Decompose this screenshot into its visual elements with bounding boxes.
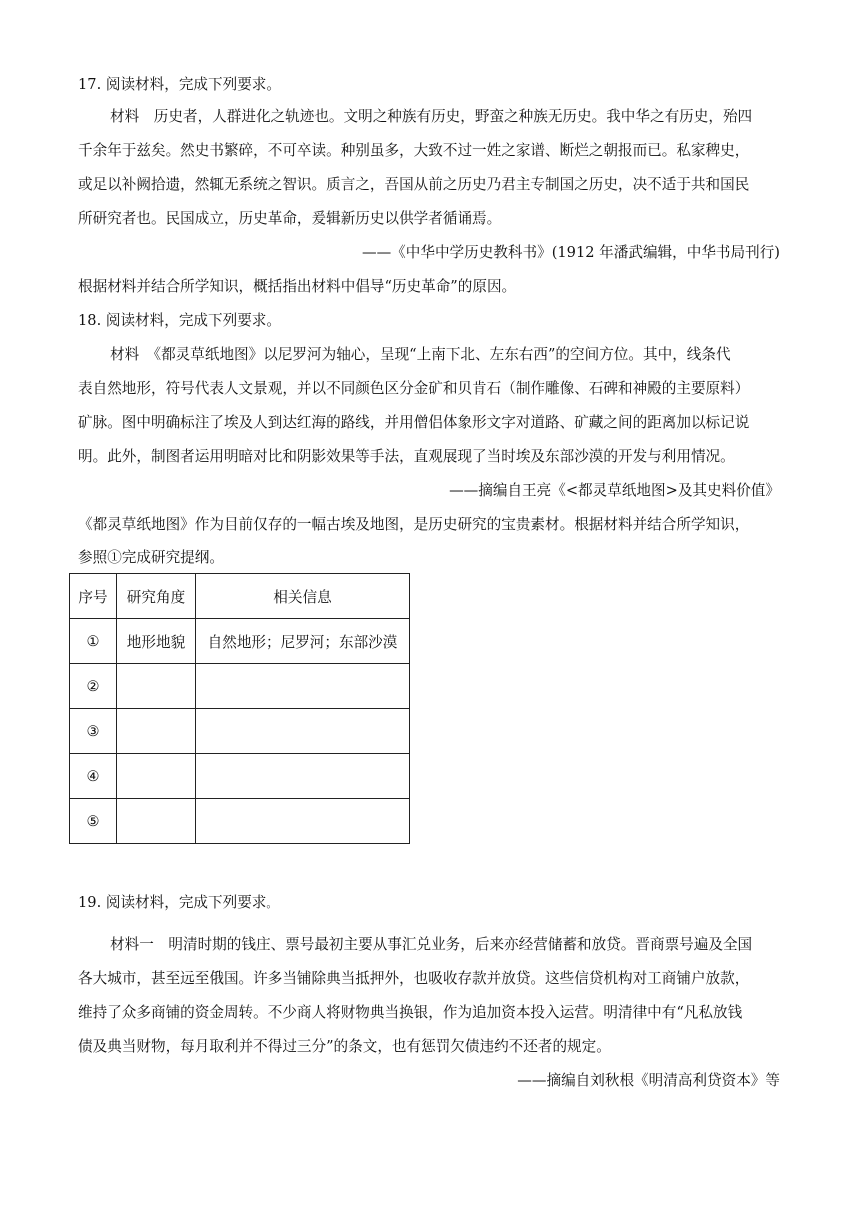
q17-title: 17. 阅读材料，完成下列要求。 xyxy=(78,76,281,93)
q17-source: ——《中华中学历史教科书》(1912 年潘武编辑，中华书局刊行) xyxy=(361,244,780,261)
cell-info xyxy=(196,664,410,709)
q18-material-line: 表自然地形，符号代表人文景观，并以不同颜色区分金矿和贝肯石（制作雕像、石碑和神殿的主要原料） xyxy=(78,380,750,397)
cell-info: 自然地形；尼罗河；东部沙漠 xyxy=(196,619,410,664)
cell-info xyxy=(196,754,410,799)
cell-info xyxy=(196,799,410,844)
cell-angle: 地形地貌 xyxy=(117,619,196,664)
q18-question-line: 参照①完成研究提纲。 xyxy=(78,549,224,566)
cell-index: ② xyxy=(70,664,117,709)
table-row xyxy=(70,709,410,754)
table-row xyxy=(70,754,410,799)
cell-angle xyxy=(117,709,196,754)
header-info: 相关信息 xyxy=(196,574,410,619)
cell-angle xyxy=(117,799,196,844)
q18-question-line: 《都灵草纸地图》作为目前仅存的一幅古埃及地图，是历史研究的宝贵素材。根据材料并结合所学知识， xyxy=(78,516,750,533)
q19-title-mark: 。 xyxy=(266,897,278,910)
table-row xyxy=(70,799,410,844)
q18-material-line: 矿脉。图中明确标注了埃及人到达红海的路线，并用僧侣体象形文字对道路、矿藏之间的距离加以标记说 xyxy=(78,414,750,431)
table-row xyxy=(70,664,410,709)
q19-title xyxy=(78,893,277,914)
cell-info xyxy=(196,709,410,754)
q17-material-line: 材料 历史者，人群进化之轨迹也。文明之种族有历史，野蛮之种族无历史。我中华之有历史，殆四 xyxy=(110,108,753,125)
q19-material-line: 维持了众多商铺的资金周转。不少商人将财物典当换银，作为追加资本投入运营。明清律中有“凡私放钱 xyxy=(78,1004,743,1021)
header-index: 序号 xyxy=(70,574,117,619)
cell-angle xyxy=(117,664,196,709)
q19-material-line: 各大城市，甚至远至俄国。许多当铺除典当抵押外，也吸收存款并放贷。这些信贷机构对工商铺户放款， xyxy=(78,970,750,987)
q17-question: 根据材料并结合所学知识，概括指出材料中倡导“历史革命”的原因。 xyxy=(78,278,517,295)
table-row xyxy=(70,619,410,664)
table-header-row xyxy=(70,574,410,619)
research-outline-table xyxy=(69,573,410,844)
q19-title-text: 19. 阅读材料，完成下列要求 xyxy=(78,894,267,911)
q18-title: 18. 阅读材料，完成下列要求。 xyxy=(78,312,281,329)
q19-material-line: 债及典当财物，每月取利并不得过三分”的条文，也有惩罚欠债违约不还者的规定。 xyxy=(78,1038,611,1055)
cell-index: ⑤ xyxy=(70,799,117,844)
q18-source: ——摘编自王亮《<都灵草纸地图>及其史料价值》 xyxy=(449,482,780,499)
q17-material-line: 所研究者也。民国成立，历史革命，爰辑新历史以供学者循诵焉。 xyxy=(78,210,502,227)
q18-material-line: 明。此外，制图者运用明暗对比和阴影效果等手法，直观展现了当时埃及东部沙漠的开发与利用情况。 xyxy=(78,448,735,465)
q19-material-line: 材料一 明清时期的钱庄、票号最初主要从事汇兑业务，后来亦经营储蓄和放贷。晋商票号遍及全国 xyxy=(110,936,753,953)
q18-material-line: 材料 《都灵草纸地图》以尼罗河为轴心，呈现“上南下北、左东右西”的空间方位。其中，线条代 xyxy=(110,346,731,363)
cell-index: ③ xyxy=(70,709,117,754)
cell-angle xyxy=(117,754,196,799)
q19-source: ——摘编自刘秋根《明清高利贷资本》等 xyxy=(517,1072,780,1089)
header-angle: 研究角度 xyxy=(117,574,196,619)
cell-index: ④ xyxy=(70,754,117,799)
q17-material-line: 千余年于兹矣。然史书繁碎，不可卒读。种别虽多，大致不过一姓之家谱、断烂之朝报而已。私家稗史， xyxy=(78,142,750,159)
q17-material-line: 或足以补阙拾遗，然辄无系统之智识。质言之，吾国从前之历史乃君主专制国之历史，决不适于共和国民 xyxy=(78,176,750,193)
cell-index: ① xyxy=(70,619,117,664)
